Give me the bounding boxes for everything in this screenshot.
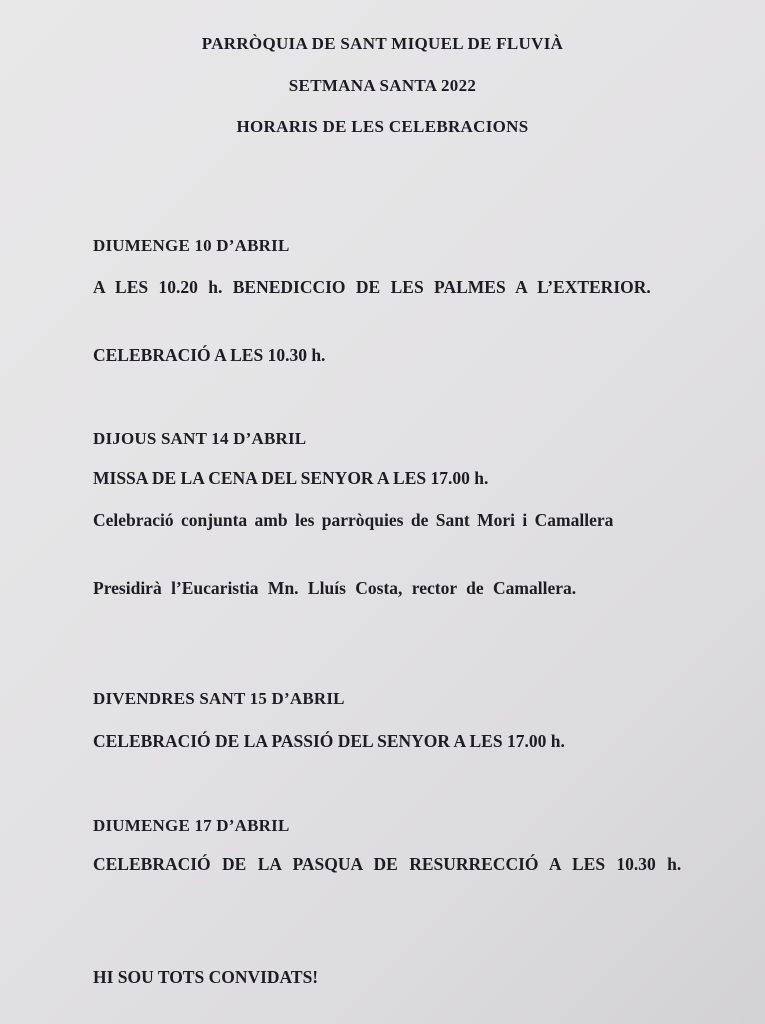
parish-name: PARRÒQUIA DE SANT MIQUEL DE FLUVIÀ (201, 34, 564, 53)
easter-celebration-line: CELEBRACIÓ DE LA PASQUA DE RESURRECCIÓ A LES 10.30 h. (93, 854, 682, 874)
day-title-palm-sunday: DIUMENGE 10 D’ABRIL (93, 236, 290, 255)
palm-blessing-line: A LES 10.20 h. BENEDICCIO DE LES PALMES A L’EXTERIOR. (93, 277, 651, 297)
day-title-good-friday: DIVENDRES SANT 15 D’ABRIL (93, 689, 345, 708)
palm-sunday-mass-line: CELEBRACIÓ A LES 10.30 h. (93, 345, 326, 365)
joint-celebration-line: Celebració conjunta amb les parròquies de Sant Mori i Camallera (93, 510, 614, 530)
day-title-easter-sunday: DIUMENGE 17 D’ABRIL (93, 816, 290, 835)
closing-invitation: HI SOU TOTS CONVIDATS! (93, 967, 319, 987)
holy-week-title: SETMANA SANTA 2022 (288, 76, 477, 95)
day-title-holy-thursday: DIJOUS SANT 14 D’ABRIL (93, 429, 307, 448)
presider-line: Presidirà l’Eucaristia Mn. Lluís Costa, rector de Camallera. (93, 578, 577, 598)
schedule-subtitle: HORARIS DE LES CELEBRACIONS (236, 117, 529, 136)
last-supper-mass-line: MISSA DE LA CENA DEL SENYOR A LES 17.00 h. (93, 468, 489, 488)
passion-celebration-line: CELEBRACIÓ DE LA PASSIÓ DEL SENYOR A LES 17.00 h. (93, 731, 565, 751)
